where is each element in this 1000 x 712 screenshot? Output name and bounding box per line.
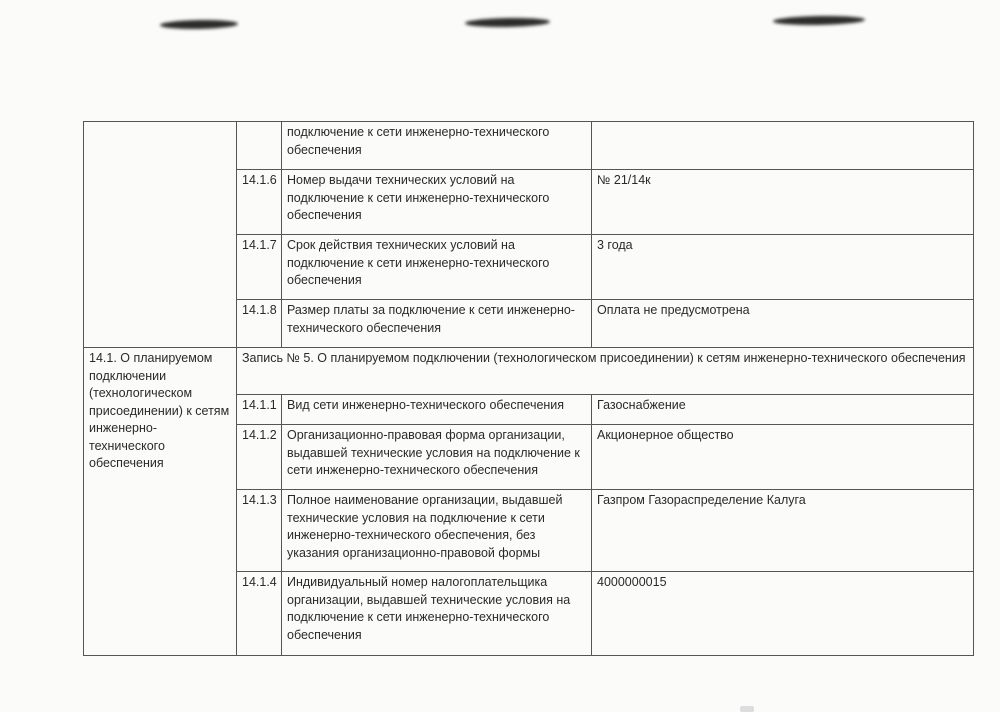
item-value [592,122,974,170]
scan-punch-mark [773,15,865,26]
item-value: Оплата не предусмотрена [592,300,974,348]
scan-punch-mark [465,17,550,27]
item-number: 14.1.3 [237,490,282,572]
item-number: 14.1.1 [237,395,282,425]
record-header: Запись № 5. О планируемом подключении (технологическом присоединении) к сетям инженерно-технического обеспечения [237,348,974,395]
item-description: Вид сети инженерно-технического обеспечения [282,395,592,425]
item-description: Номер выдачи технических условий на подключение к сети инженерно-технического обеспечения [282,170,592,235]
item-number: 14.1.4 [237,572,282,656]
item-value: 4000000015 [592,572,974,656]
item-number: 14.1.6 [237,170,282,235]
item-value: № 21/14к [592,170,974,235]
category-cell-empty [84,122,237,348]
item-description: Срок действия технических условий на подключение к сети инженерно-технического обеспечения [282,235,592,300]
item-description: Организационно-правовая форма организации, выдавшей технические условия на подключение к сети инженерно-технического обеспечения [282,425,592,490]
item-value: Газпром Газораспределение Калуга [592,490,974,572]
item-value: Газоснабжение [592,395,974,425]
table-row [84,122,974,170]
document-table [83,121,974,656]
item-number: 14.1.2 [237,425,282,490]
item-description: Полное наименование организации, выдавшей технические условия на подключение к сети инженерно-технического обеспечения, без указания организационно-правовой формы [282,490,592,572]
scan-page-corner [740,706,754,712]
table-row [84,348,974,395]
item-value: 3 года [592,235,974,300]
category-cell: 14.1. О планируемом подключении (технологическом присоединении) к сетям инженерно-технического обеспечения [84,348,237,656]
item-number: 14.1.7 [237,235,282,300]
item-description: подключение к сети инженерно-технического обеспечения [282,122,592,170]
item-value: Акционерное общество [592,425,974,490]
item-number [237,122,282,170]
item-number: 14.1.8 [237,300,282,348]
item-description: Индивидуальный номер налогоплательщика организации, выдавшей технические условия на подключение к сети инженерно-технического обеспечения [282,572,592,656]
item-description: Размер платы за подключение к сети инженерно-технического обеспечения [282,300,592,348]
scan-punch-mark [160,19,238,29]
